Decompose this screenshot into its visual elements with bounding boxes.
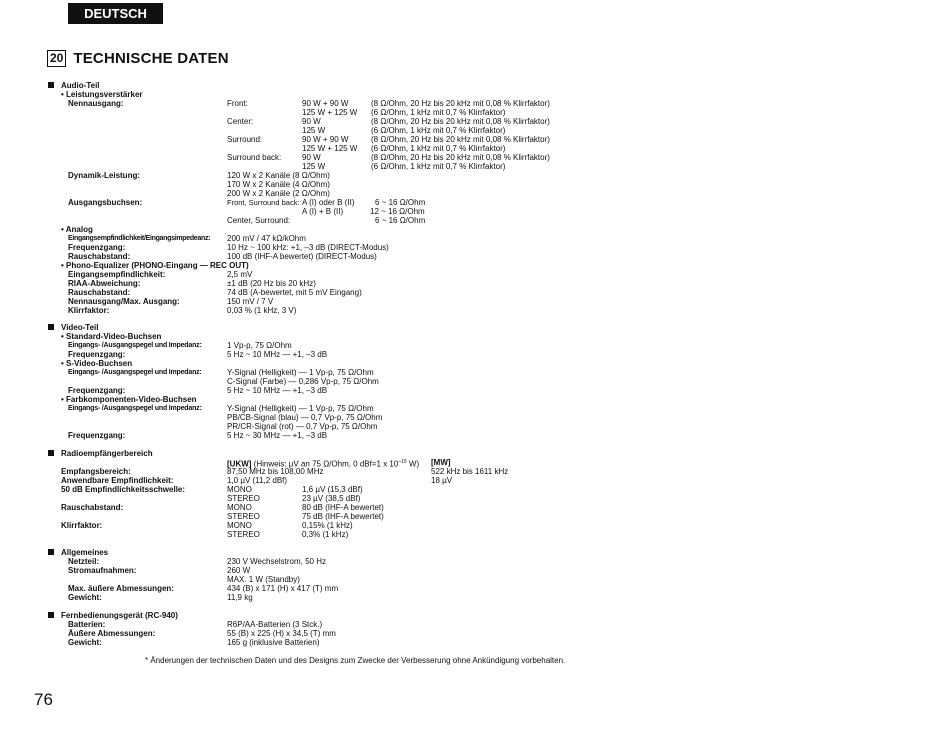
footnote: * Änderungen der technischen Daten und des Designs zum Zwecke der Verbesserung ohne Ankündigung vorbehalten. (145, 656, 566, 665)
std-video-heading: • Standard-Video-Buchsen (61, 332, 162, 341)
spec-value: 200 mV / 47 kΩ/kOhm (227, 234, 306, 243)
phono-heading: • Phono-Equalizer (PHONO-Eingang — REC OUT) (61, 261, 249, 270)
spec-label: Klirrfaktor: (61, 521, 103, 530)
spec-label: Rauschabstand: (68, 252, 131, 261)
outputs-front-label: Front, Surround back: (227, 198, 300, 207)
spec-value: 150 mV / 7 V (227, 297, 274, 306)
channel-label: Center: (227, 117, 254, 126)
spec-value: Y-Signal (Helligkeit) — 1 Vp-p, 75 Ω/Ohm (227, 404, 374, 413)
spec-value: 80 dB (IHF-A bewertet) (302, 503, 384, 512)
spec-value: PB/CB-Signal (blau) — 0,7 Vp-p, 75 Ω/Ohm (227, 413, 383, 422)
spec-value: 165 g (inklusive Batterien) (227, 638, 320, 647)
remote-heading: Fernbedienungsgerät (RC-940) (61, 611, 178, 620)
bullet-square-icon (48, 82, 54, 88)
spec-label: Eingangsempfindlichkeit/Eingangsimpedeanz: (68, 235, 211, 242)
spec-label: Frequenzgang: (68, 350, 126, 359)
language-tab: DEUTSCH (68, 3, 163, 24)
spec-value: 75 dB (IHF-A bewertet) (302, 512, 384, 521)
outputs-ab: A (I) oder B (II) (302, 198, 355, 207)
power-value: 90 W (302, 117, 321, 126)
ukw-note-exponent: –15 (398, 459, 407, 465)
mode-label: STEREO (227, 512, 260, 521)
mode-label: MONO (227, 503, 252, 512)
power-value: 125 W (302, 162, 326, 171)
spec-value: 55 (B) x 225 (H) x 34,5 (T) mm (227, 629, 336, 638)
outputs-label: Ausgangsbuchsen: (68, 198, 143, 207)
spec-value: 1,0 µV (11,2 dBf) (227, 476, 288, 485)
power-condition: (8 Ω/Ohm, 20 Hz bis 20 kHz mit 0,08 % Klirrfaktor) (371, 153, 550, 162)
power-condition: (6 Ω/Ohm, 1 kHz mit 0,7 % Klirrfaktor) (371, 108, 506, 117)
power-condition: (6 Ω/Ohm, 1 kHz mit 0,7 % Klirrfaktor) (371, 144, 506, 153)
spec-value: 2,5 mV (227, 270, 253, 279)
amp-heading: • Leistungsverstärker (61, 90, 143, 99)
spec-label: 50 dB Empfindlichkeitsschwelle: (61, 485, 186, 494)
spec-label: Anwendbare Empfindlichkeit: (61, 476, 174, 485)
video-heading: Video-Teil (61, 323, 99, 332)
spec-label: Eingangs- /Ausgangspegel und Impedanz: (68, 342, 202, 349)
spec-label: Empfangsbereich: (61, 467, 131, 476)
spec-label: Eingangs- /Ausgangspegel und Impedanz: (68, 405, 202, 412)
mode-label: STEREO (227, 530, 260, 539)
spec-label: Klirrfaktor: (68, 306, 110, 315)
spec-value: 74 dB (A-bewertet, mit 5 mV Eingang) (227, 288, 362, 297)
mw-label: [MW] (431, 458, 451, 467)
spec-value: 0,15% (1 kHz) (302, 521, 353, 530)
spec-value: PR/CR-Signal (rot) — 0,7 Vp-p, 75 Ω/Ohm (227, 422, 378, 431)
mode-label: STEREO (227, 494, 260, 503)
spec-value: 522 kHz bis 1611 kHz (431, 467, 509, 476)
outputs-ab-value: 6 ~ 16 Ω/Ohm (375, 198, 426, 207)
spec-label: Eingangs- /Ausgangspegel und Impedanz: (68, 369, 202, 376)
ukw-note-end: W) (406, 459, 420, 469)
audio-heading: Audio-Teil (61, 81, 100, 90)
power-condition: (8 Ω/Ohm, 20 Hz bis 20 kHz mit 0,08 % Klirrfaktor) (371, 117, 550, 126)
rated-output-label: Nennausgang: (68, 99, 124, 108)
spec-label: Rauschabstand: (61, 503, 124, 512)
s-video-heading: • S-Video-Buchsen (61, 359, 133, 368)
dynamic-power-label: Dynamik-Leistung: (68, 171, 141, 180)
spec-value: 5 Hz ~ 10 MHz — +1, –3 dB (227, 386, 328, 395)
dynamic-power-value: 200 W x 2 Kanäle (2 Ω/Ohm) (227, 189, 330, 198)
power-value: 125 W + 125 W (302, 108, 358, 117)
general-heading: Allgemeines (61, 548, 109, 557)
spec-value: 0,3% (1 kHz) (302, 530, 349, 539)
bullet-square-icon (48, 324, 54, 330)
dynamic-power-value: 170 W x 2 Kanäle (4 Ω/Ohm) (227, 180, 330, 189)
mode-label: MONO (227, 485, 252, 494)
section-number: 20 (47, 50, 66, 67)
spec-value: C-Signal (Farbe) — 0,286 Vp-p, 75 Ω/Ohm (227, 377, 379, 386)
spec-label: Frequenzgang: (68, 386, 126, 395)
outputs-center-value: 6 ~ 16 Ω/Ohm (375, 216, 426, 225)
mode-label: MONO (227, 521, 252, 530)
power-value: 125 W (302, 126, 326, 135)
power-condition: (8 Ω/Ohm, 20 Hz bis 20 kHz mit 0,08 % Klirrfaktor) (371, 135, 550, 144)
power-value: 90 W (302, 153, 321, 162)
spec-value: 1 Vp-p, 75 Ω/Ohm (227, 341, 292, 350)
spec-value: ±1 dB (20 Hz bis 20 kHz) (227, 279, 316, 288)
spec-label: Nennausgang/Max. Ausgang: (68, 297, 180, 306)
spec-value: 18 µV (431, 476, 453, 485)
spec-label: Max. äußere Abmessungen: (68, 584, 174, 593)
spec-label: Frequenzgang: (68, 431, 126, 440)
tuner-heading: Radioempfängerbereich (61, 449, 153, 458)
power-condition: (6 Ω/Ohm, 1 kHz mit 0,7 % Klirrfaktor) (371, 162, 506, 171)
bullet-square-icon (48, 612, 54, 618)
spec-value: 10 Hz ~ 100 kHz: +1, –3 dB (DIRECT-Modus) (227, 243, 389, 252)
bullet-square-icon (48, 450, 54, 456)
outputs-a-plus-b: A (I) + B (II) (302, 207, 344, 216)
power-value: 90 W + 90 W (302, 99, 349, 108)
spec-label: Äußere Abmessungen: (68, 629, 156, 638)
ukw-label: [UKW] (227, 459, 252, 469)
spec-value: MAX. 1 W (Standby) (227, 575, 300, 584)
spec-label: Frequenzgang: (68, 243, 126, 252)
outputs-center-label: Center, Surround: (227, 216, 291, 225)
spec-value: 100 dB (IHF-A bewertet) (DIRECT-Modus) (227, 252, 377, 261)
dynamic-power-value: 120 W x 2 Kanäle (8 Ω/Ohm) (227, 171, 330, 180)
spec-label: Eingangsempfindlichkeit: (68, 270, 166, 279)
spec-value: 1,6 µV (15,3 dBf) (302, 485, 363, 494)
spec-value: 260 W (227, 566, 251, 575)
spec-value: 5 Hz ~ 10 MHz — +1, –3 dB (227, 350, 328, 359)
page-number: 76 (34, 690, 53, 709)
channel-label: Surround back: (227, 153, 282, 162)
spec-value: 23 µV (38,5 dBf) (302, 494, 361, 503)
spec-label: Netzteil: (68, 557, 100, 566)
analog-heading: • Analog (61, 225, 93, 234)
spec-value: R6P/AA-Batterien (3 Stck.) (227, 620, 323, 629)
power-value: 125 W + 125 W (302, 144, 358, 153)
spec-value: 87,50 MHz bis 108,00 MHz (227, 467, 324, 476)
outputs-a-plus-b-value: 12 ~ 16 Ω/Ohm (370, 207, 425, 216)
spec-value: 230 V Wechselstrom, 50 Hz (227, 557, 327, 566)
spec-value: 0,03 % (1 kHz, 3 V) (227, 306, 297, 315)
power-condition: (6 Ω/Ohm, 1 kHz mit 0,7 % Klirrfaktor) (371, 126, 506, 135)
spec-label: Gewicht: (68, 593, 102, 602)
section-heading: TECHNISCHE DATEN (73, 50, 229, 67)
channel-label: Front: (227, 99, 248, 108)
spec-label: Stromaufnahmen: (68, 566, 137, 575)
spec-label: Batterien: (68, 620, 106, 629)
ukw-note: (Hinweis: µV an 75 Ω/Ohm, 0 dBf=1 x 10 (253, 459, 399, 469)
power-value: 90 W + 90 W (302, 135, 349, 144)
channel-label: Surround: (227, 135, 263, 144)
spec-value: Y-Signal (Helligkeit) — 1 Vp-p, 75 Ω/Ohm (227, 368, 374, 377)
spec-value: 434 (B) x 171 (H) x 417 (T) mm (227, 584, 339, 593)
bullet-square-icon (48, 549, 54, 555)
component-video-heading: • Farbkomponenten-Video-Buchsen (61, 395, 197, 404)
spec-label: Gewicht: (68, 638, 102, 647)
power-condition: (8 Ω/Ohm, 20 Hz bis 20 kHz mit 0,08 % Klirrfaktor) (371, 99, 550, 108)
spec-label: Rauschabstand: (68, 288, 131, 297)
spec-label: RIAA-Abweichung: (68, 279, 141, 288)
spec-value: 5 Hz ~ 30 MHz — +1, –3 dB (227, 431, 328, 440)
spec-value: 11,9 kg (227, 593, 253, 602)
